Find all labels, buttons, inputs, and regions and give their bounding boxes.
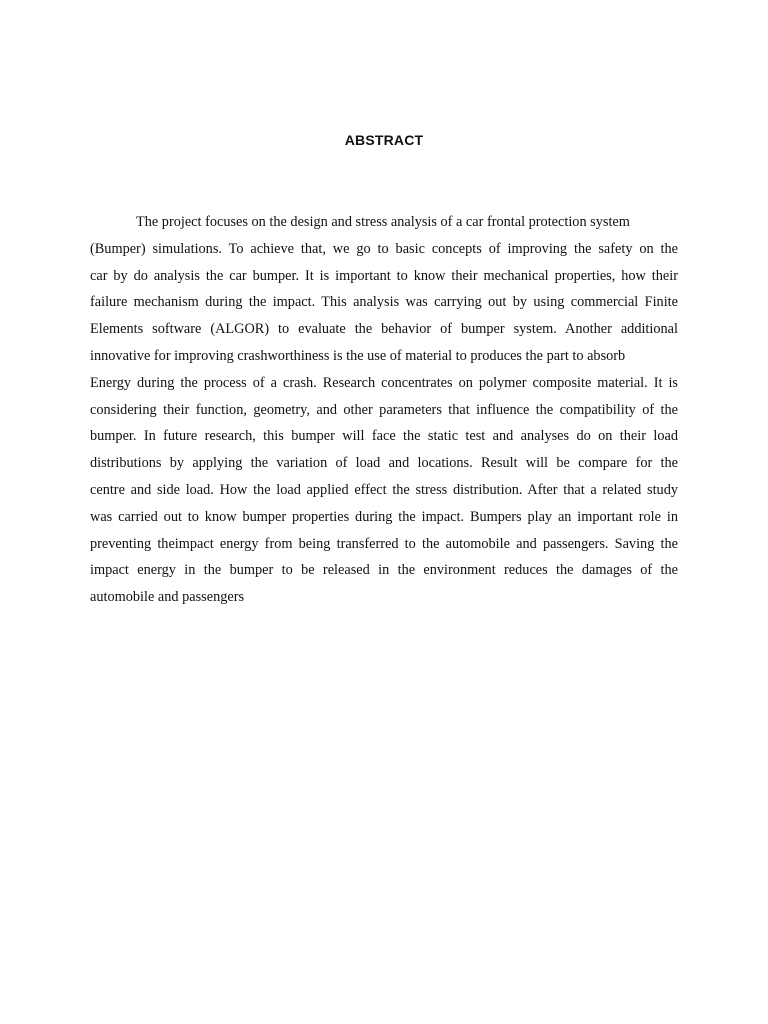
paragraph-line: considering their function, geometry, and other parameters that influence the compatibility of the: [90, 401, 678, 418]
abstract-heading: ABSTRACT: [344, 132, 424, 148]
paragraph-line: car by do analysis the car bumper. It is important to know their mechanical properties, how their: [90, 267, 678, 284]
paragraph-line: innovative for improving crashworthiness is the use of material to produces the part to absorb: [90, 347, 626, 364]
paragraph-line: preventing theimpact energy from being transferred to the automobile and passengers. Saving the: [90, 535, 678, 552]
paragraph-line: impact energy in the bumper to be released in the environment reduces the damages of the: [90, 562, 678, 579]
paragraph-line: The project focuses on the design and stress analysis of a car frontal protection system: [136, 214, 630, 230]
paragraph-line: bumper. In future research, this bumper will face the static test and analyses do on their load: [90, 428, 678, 445]
paragraph-line: distributions by applying the variation of load and locations. Result will be compare for the: [90, 455, 678, 472]
paragraph-line: was carried out to know bumper properties during the impact. Bumpers play an important role in: [90, 508, 678, 525]
paragraph-line: Energy during the process of a crash. Research concentrates on polymer composite material. It is: [90, 374, 678, 391]
paragraph-line: (Bumper) simulations. To achieve that, we go to basic concepts of improving the safety on the: [90, 240, 678, 257]
paragraph-line: failure mechanism during the impact. This analysis was carrying out by using commercial Finite: [90, 294, 678, 311]
abstract-paragraph: [90, 209, 678, 611]
paragraph-line: Elements software (ALGOR) to evaluate the behavior of bumper system. Another additional: [90, 321, 678, 338]
paragraph-line: automobile and passengers: [90, 589, 245, 606]
paragraph-line: centre and side load. How the load applied effect the stress distribution. After that a related study: [90, 481, 678, 498]
